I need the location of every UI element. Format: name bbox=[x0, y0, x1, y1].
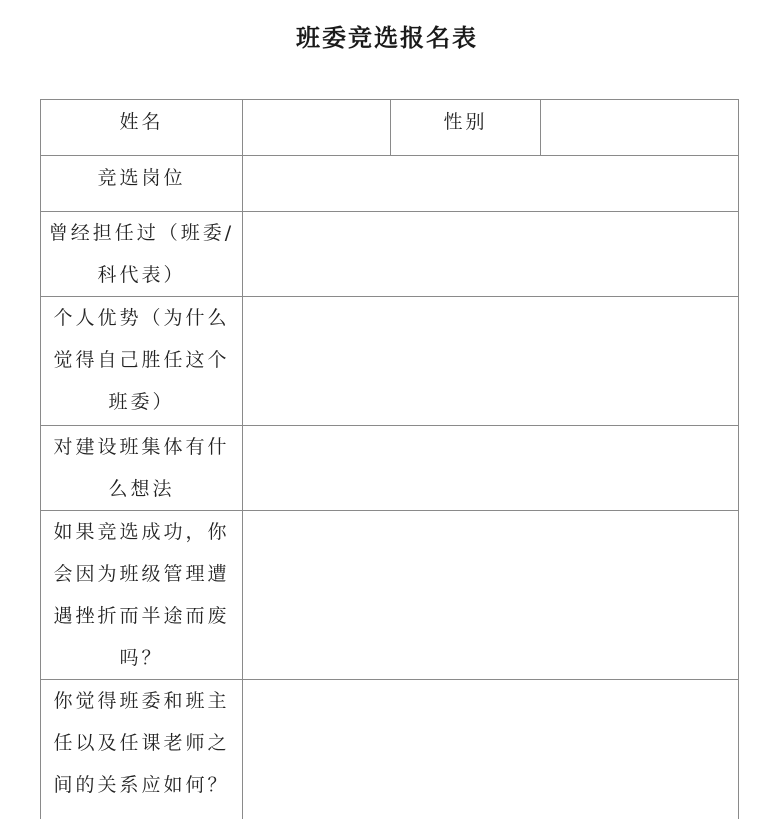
row-name-gender bbox=[41, 100, 739, 156]
strengths-field[interactable] bbox=[243, 297, 739, 426]
name-field[interactable] bbox=[243, 100, 391, 156]
row-strengths bbox=[41, 297, 739, 426]
row-relationship bbox=[41, 680, 739, 819]
row-persistence bbox=[41, 511, 739, 680]
registration-form-table bbox=[40, 99, 739, 819]
persistence-field[interactable] bbox=[243, 511, 739, 680]
gender-label: 性别 bbox=[391, 100, 541, 156]
row-position bbox=[41, 156, 739, 212]
relationship-field[interactable] bbox=[243, 680, 739, 819]
strengths-label: 个人优势（为什么觉得自己胜任这个班委） bbox=[41, 297, 243, 426]
ideas-field[interactable] bbox=[243, 426, 739, 511]
relationship-label: 你觉得班委和班主任以及任课老师之间的关系应如何？ bbox=[41, 680, 243, 819]
previous-roles-field[interactable] bbox=[243, 212, 739, 297]
row-previous-roles bbox=[41, 212, 739, 297]
row-ideas bbox=[41, 426, 739, 511]
gender-field[interactable] bbox=[541, 100, 739, 156]
position-field[interactable] bbox=[243, 156, 739, 212]
persistence-label: 如果竞选成功，你会因为班级管理遭遇挫折而半途而废吗？ bbox=[41, 511, 243, 680]
form-title: 班委竞选报名表 bbox=[296, 23, 478, 52]
name-label: 姓名 bbox=[41, 100, 243, 156]
position-label: 竞选岗位 bbox=[41, 156, 243, 212]
previous-roles-label: 曾经担任过（班委/科代表） bbox=[41, 212, 243, 297]
ideas-label: 对建设班集体有什么想法 bbox=[41, 426, 243, 511]
